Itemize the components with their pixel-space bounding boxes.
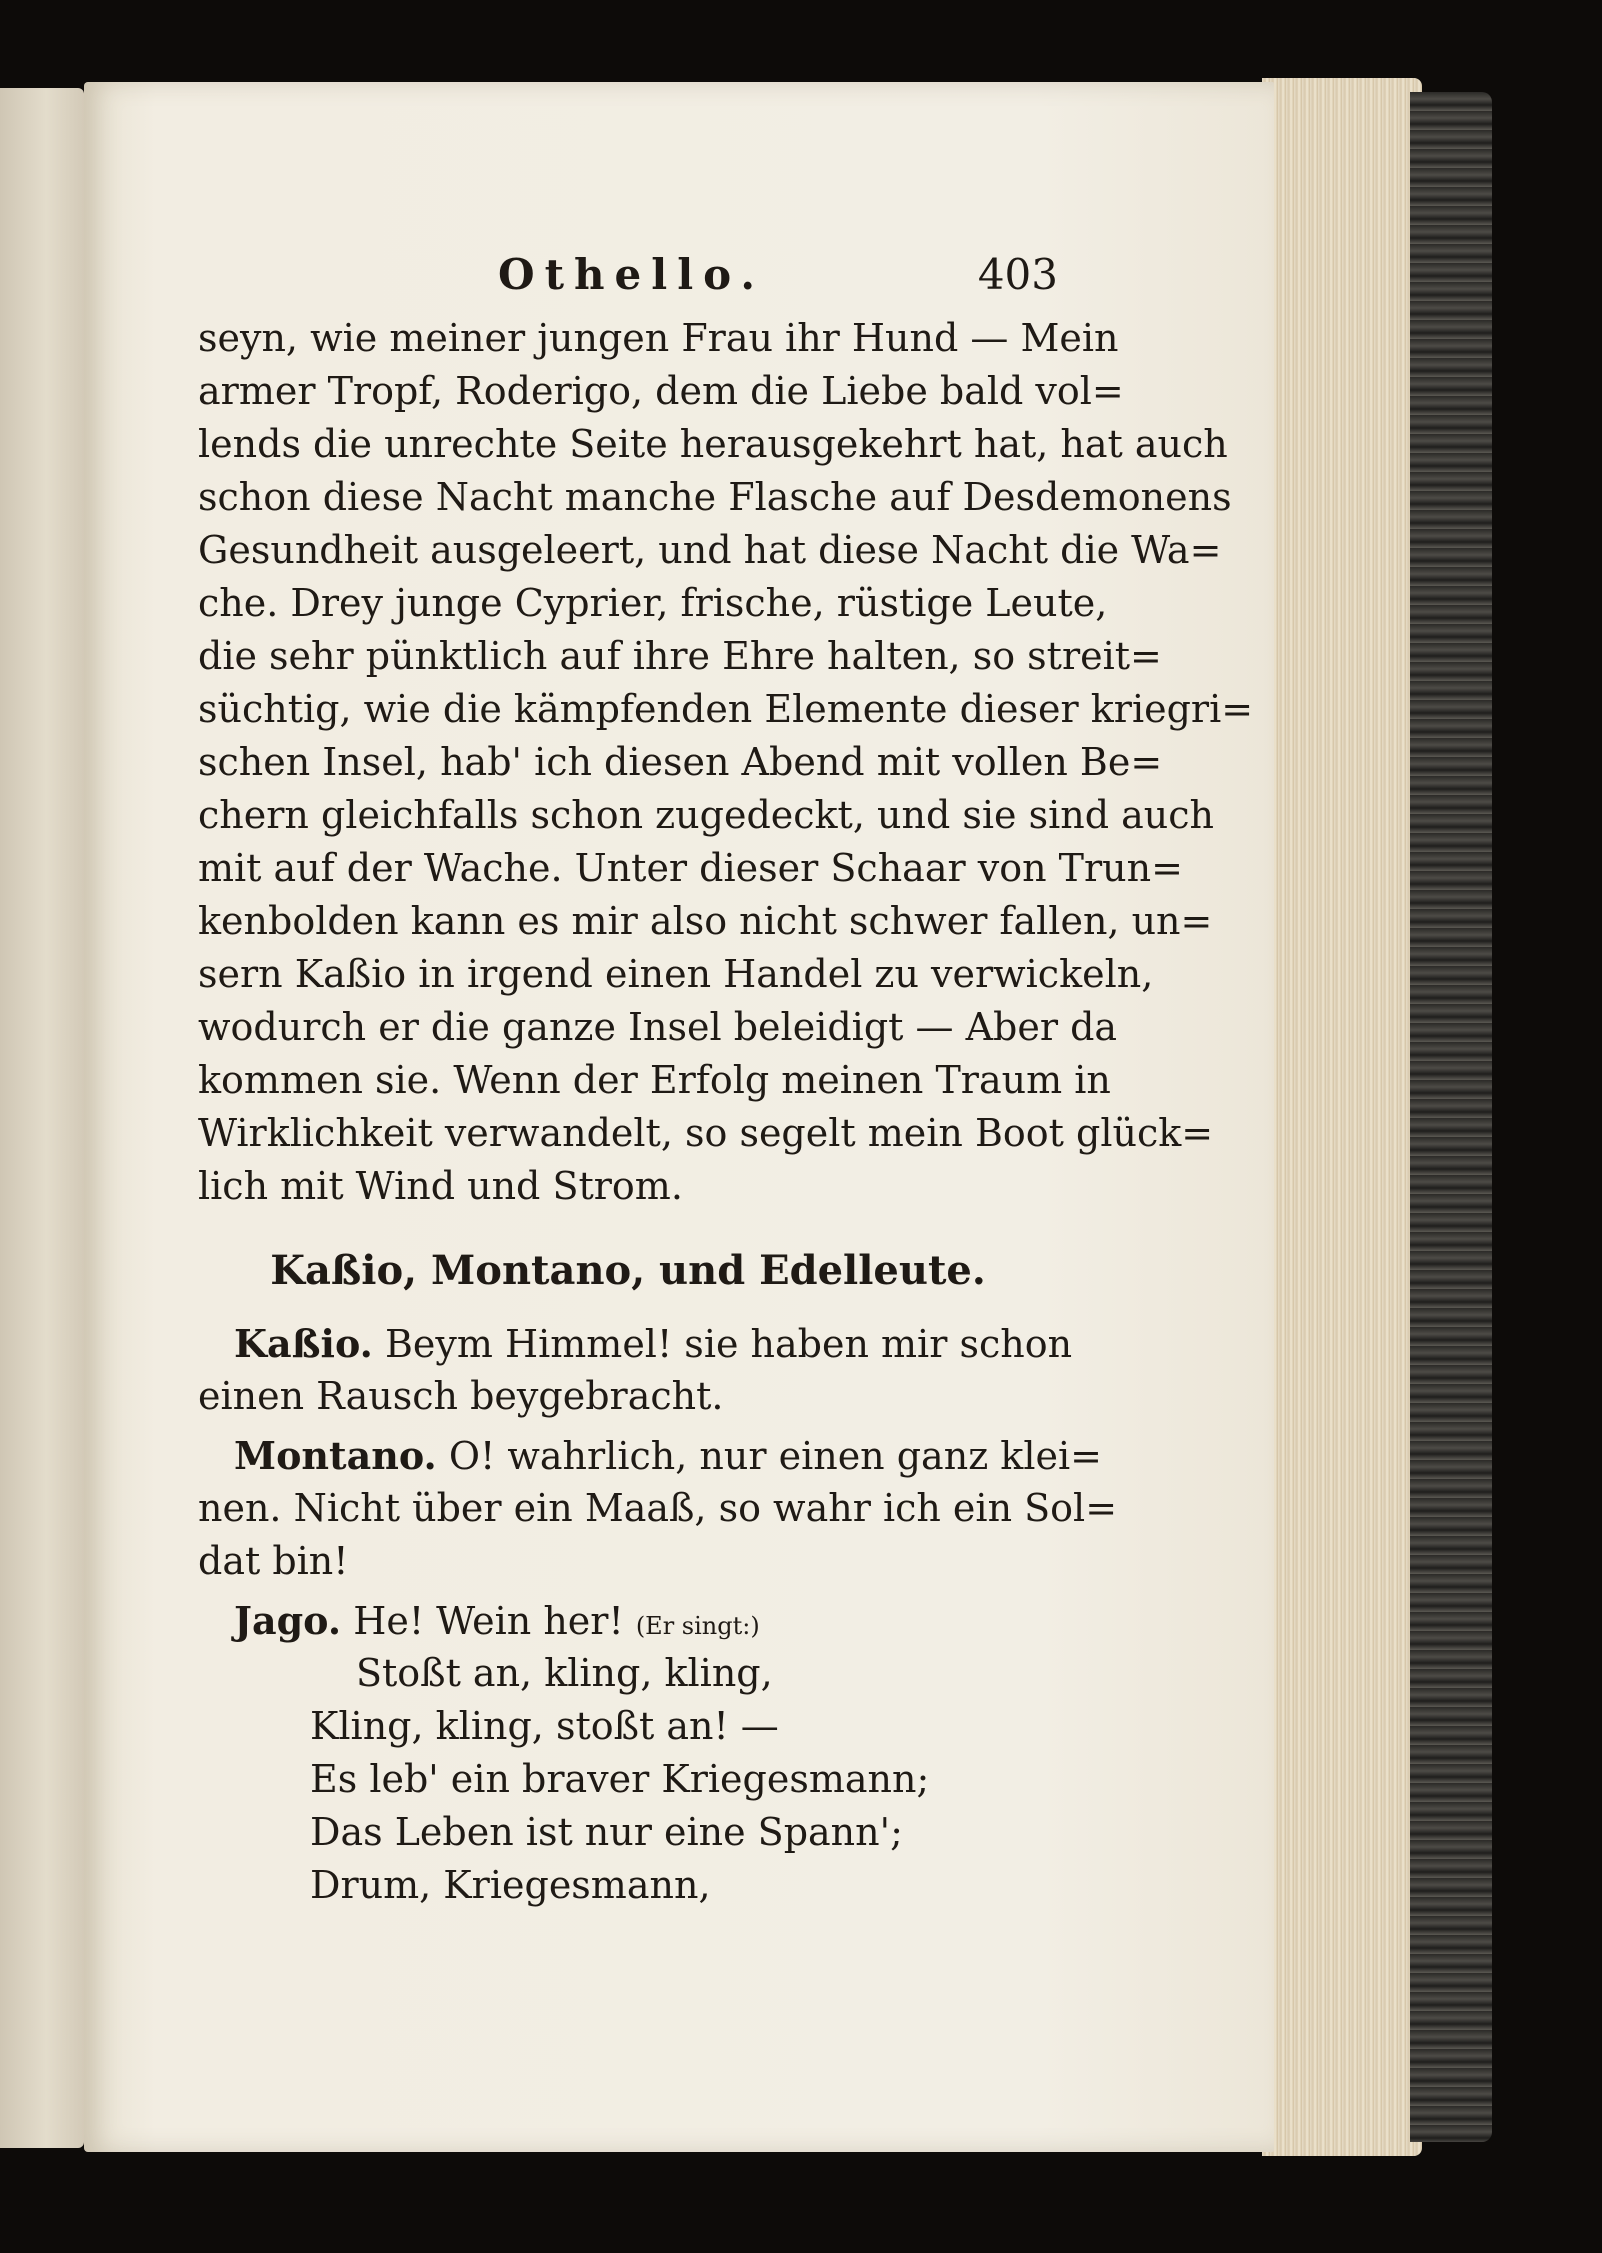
text-line: die sehr pünktlich auf ihre Ehre halten, so streit= bbox=[198, 634, 1162, 678]
verse-line: Stoßt an, kling, kling, bbox=[356, 1651, 773, 1695]
text-line: lich mit Wind und Strom. bbox=[198, 1164, 683, 1208]
speech-jago bbox=[198, 1594, 1058, 1647]
jago-monologue bbox=[198, 312, 1254, 1213]
text-line: sern Kaßio in irgend einen Handel zu verwickeln, bbox=[198, 952, 1154, 996]
text-line: wodurch er die ganze Insel beleidigt — Aber da bbox=[198, 1005, 1118, 1049]
speech-kassio bbox=[198, 1317, 1073, 1423]
speech-text: He! Wein her! bbox=[353, 1599, 624, 1643]
stage-direction: Kaßio, Montano, und Edelleute. bbox=[270, 1247, 986, 1294]
text-line: armer Tropf, Roderigo, dem die Liebe bald vol= bbox=[198, 369, 1124, 413]
text-line: schen Insel, hab' ich diesen Abend mit vollen Be= bbox=[198, 740, 1163, 784]
speech-montano bbox=[198, 1429, 1118, 1588]
speech-line bbox=[198, 1317, 1073, 1370]
page-text bbox=[198, 240, 1254, 1912]
page-block-edges bbox=[1262, 78, 1422, 2156]
text-line: Gesundheit ausgeleert, und hat diese Nacht die Wa= bbox=[198, 528, 1222, 572]
stage-aside: (Er singt:) bbox=[635, 1612, 760, 1640]
speech-line: dat bin! bbox=[198, 1539, 349, 1583]
speaker-name: Montano. bbox=[234, 1433, 437, 1478]
text-line: chern gleichfalls schon zugedeckt, und sie sind auch bbox=[198, 793, 1214, 837]
text-line: Wirklichkeit verwandelt, so segelt mein Boot glück= bbox=[198, 1111, 1214, 1155]
left-page-edge bbox=[0, 88, 84, 2148]
page-number: 403 bbox=[977, 250, 1058, 299]
speech-line bbox=[198, 1594, 1058, 1647]
text-line: che. Drey junge Cyprier, frische, rüstige Leute, bbox=[198, 581, 1108, 625]
speaker-name: Jago. bbox=[234, 1598, 342, 1643]
text-line: schon diese Nacht manche Flasche auf Desdemonens bbox=[198, 475, 1232, 519]
verse-line: Kling, kling, stoßt an! — bbox=[310, 1704, 779, 1748]
running-title: Othello. bbox=[498, 250, 766, 299]
speaker-name: Kaßio. bbox=[234, 1321, 373, 1366]
verse-line: Drum, Kriegesmann, bbox=[310, 1863, 711, 1907]
speech-line: einen Rausch beygebracht. bbox=[198, 1374, 724, 1418]
text-line: süchtig, wie die kämpfenden Elemente dieser kriegri= bbox=[198, 687, 1254, 731]
page-header bbox=[198, 240, 1058, 312]
speech-text: O! wahrlich, nur einen ganz klei= bbox=[448, 1434, 1102, 1478]
text-line: seyn, wie meiner jungen Frau ihr Hund — Mein bbox=[198, 316, 1119, 360]
book-cover-edge bbox=[1410, 92, 1492, 2142]
song-verse bbox=[310, 1647, 1058, 1912]
text-line: kenbolden kann es mir also nicht schwer fallen, un= bbox=[198, 899, 1213, 943]
speech-text: Beym Himmel! sie haben mir schon bbox=[384, 1322, 1073, 1366]
text-line: mit auf der Wache. Unter dieser Schaar von Trun= bbox=[198, 846, 1183, 890]
verse-line: Das Leben ist nur eine Spann'; bbox=[310, 1810, 903, 1854]
verse-line: Es leb' ein braver Kriegesmann; bbox=[310, 1757, 930, 1801]
text-line: lends die unrechte Seite herausgekehrt hat, hat auch bbox=[198, 422, 1228, 466]
speech-line bbox=[198, 1429, 1102, 1482]
speech-line: nen. Nicht über ein Maaß, so wahr ich ein Sol= bbox=[198, 1486, 1118, 1530]
text-line: kommen sie. Wenn der Erfolg meinen Traum in bbox=[198, 1058, 1111, 1102]
